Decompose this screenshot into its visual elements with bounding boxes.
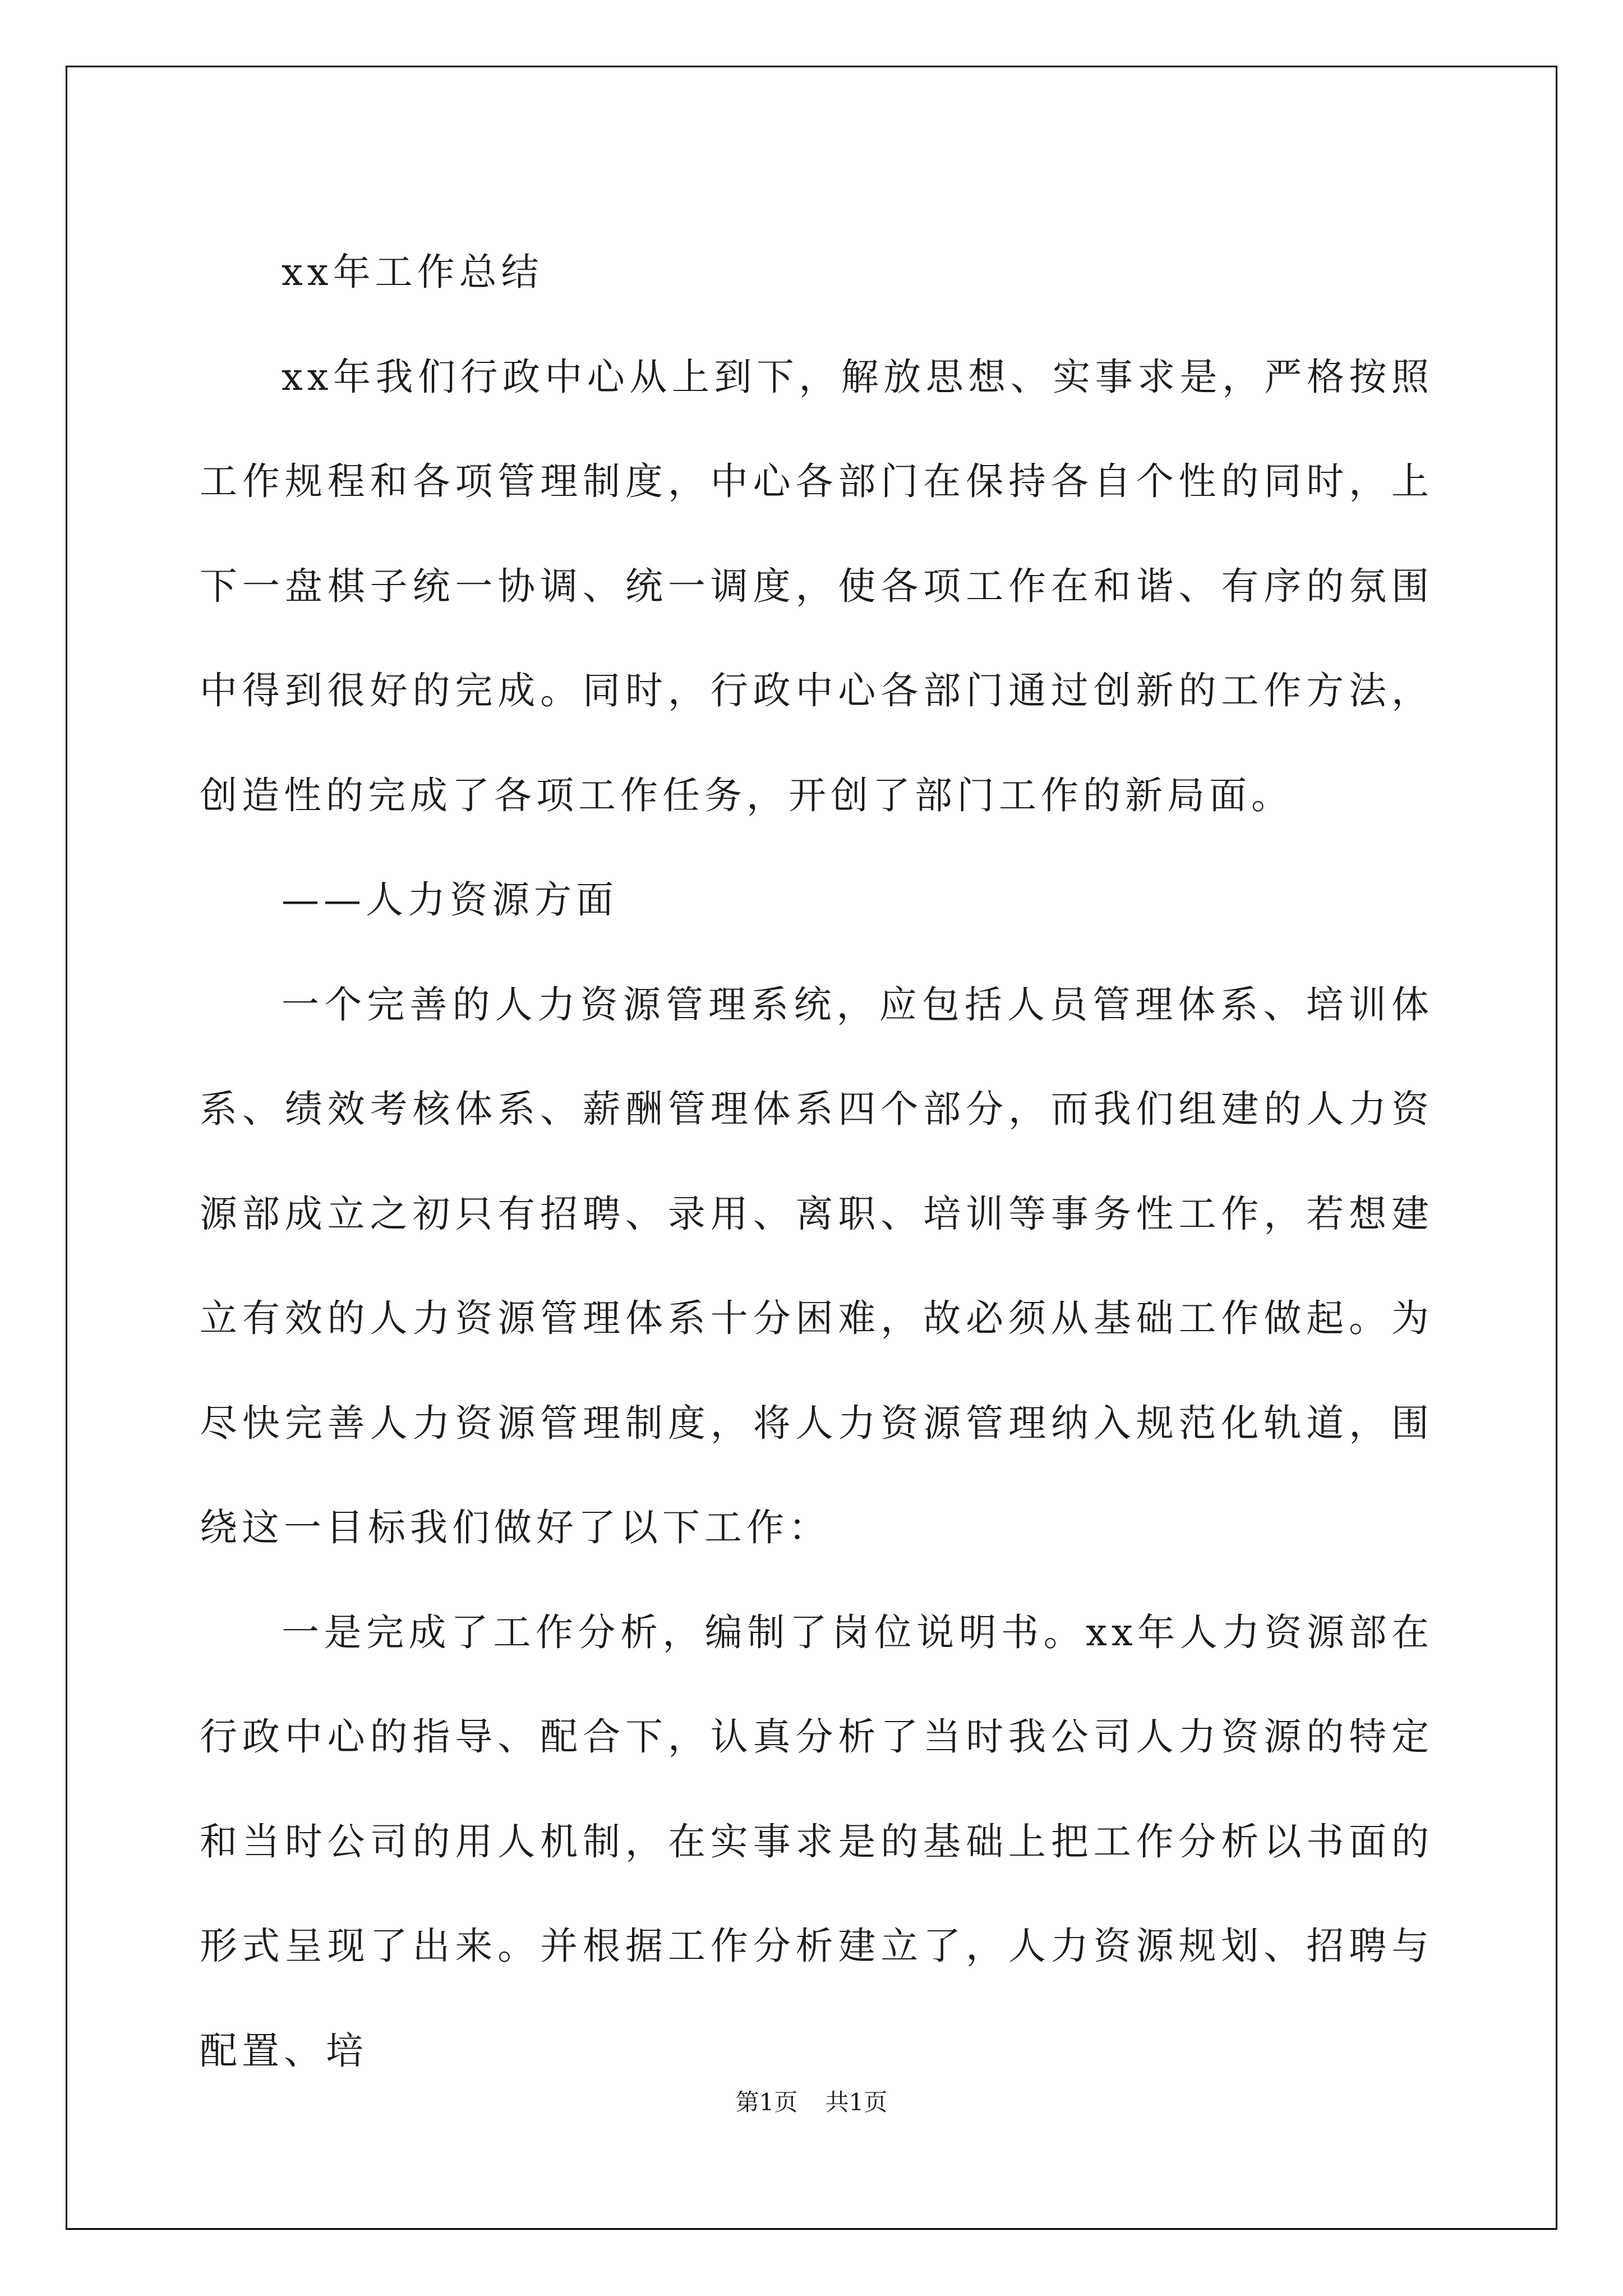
intro-paragraph: xx年我们行政中心从上到下，解放思想、实事求是，严格按照工作规程和各项管理制度，中心各部门在保持各自个性的同时，上下一盘棋子统一协调、统一调度，使各项工作在和谐、有序的氛围中得到很好的完成。同时，行政中心各部门通过创新的工作方法，创造性的完成了各项工作任务，开创了部门工作的新局面。 — [200, 355, 1433, 817]
page-footer — [0, 2086, 1623, 2119]
job-analysis-paragraph: 一是完成了工作分析，编制了岗位说明书。xx年人力资源部在行政中心的指导、配合下，认真分析了当时我公司人力资源的特定和当时公司的用人机制，在实事求是的基础上把工作分析以书面的形式呈现了出来。并根据工作分析建立了，人力资源规划、招聘与配置、培 — [200, 1610, 1433, 2073]
page-number: 第1页 — [735, 2088, 798, 2116]
hr-system-paragraph: 一个完善的人力资源管理系统，应包括人员管理体系、培训体系、绩效考核体系、薪酬管理体系四个部分，而我们组建的人力资源部成立之初只有招聘、录用、离职、培训等事务性工作，若想建立有效的人力资源管理体系十分困难，故必须从基础工作做起。为尽快完善人力资源管理制度，将人力资源管理纳入规范化轨道，围绕这一目标我们做好了以下工作： — [200, 982, 1433, 1549]
document-title: xx年工作总结 — [282, 250, 543, 294]
document-body — [200, 220, 1433, 2103]
section-heading-hr: ——人力资源方面 — [282, 878, 618, 922]
page-total: 共1页 — [825, 2088, 888, 2116]
